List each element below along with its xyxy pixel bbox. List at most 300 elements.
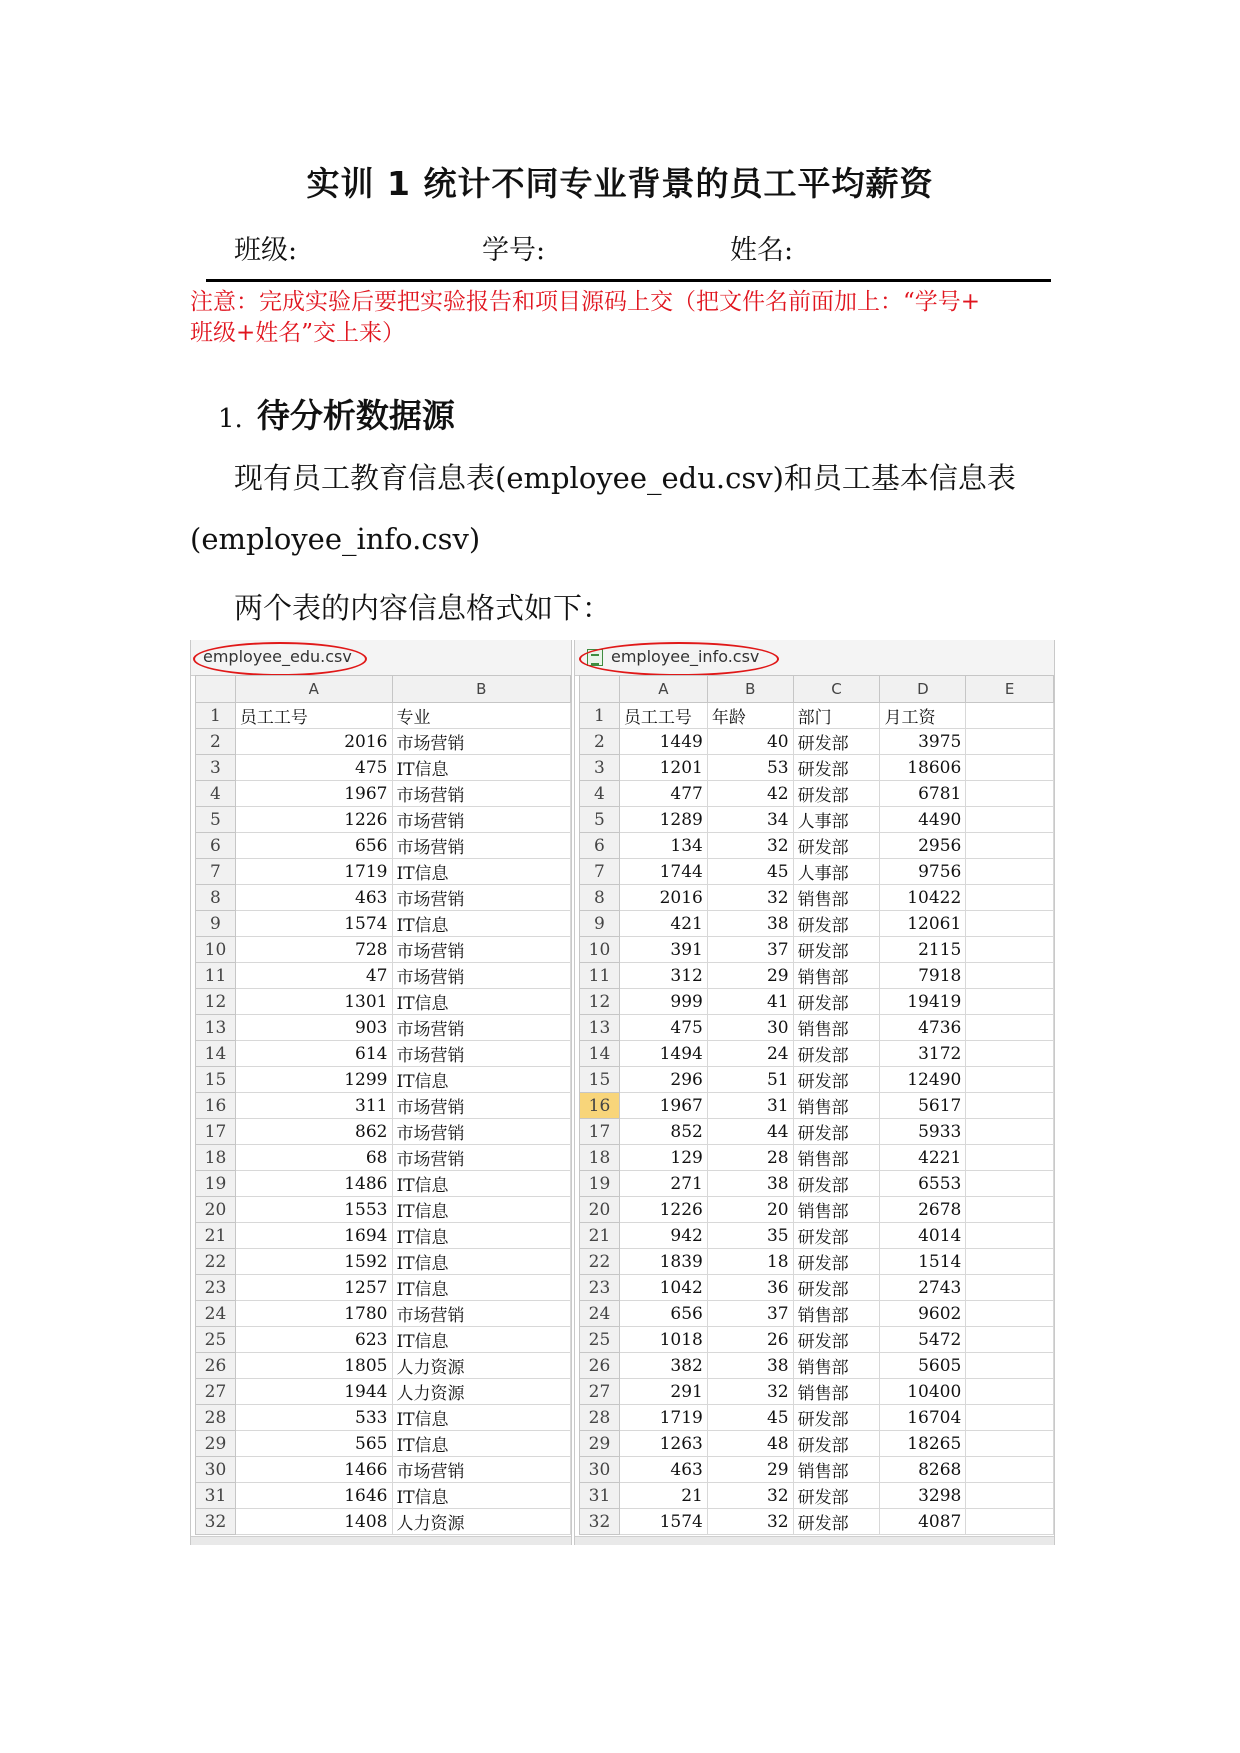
cell: 销售部 (793, 1093, 880, 1119)
cell (966, 1405, 1054, 1431)
column-header-row (580, 676, 1054, 703)
cell: 48 (707, 1431, 793, 1457)
cell: 4736 (880, 1015, 966, 1041)
table-row (196, 1301, 571, 1327)
table-row (580, 937, 1054, 963)
cell: 18 (707, 1249, 793, 1275)
cell: 475 (235, 755, 392, 781)
sheet-tab-strip (575, 1536, 1054, 1545)
row-number: 24 (196, 1301, 236, 1327)
cell: 134 (619, 833, 707, 859)
cell (966, 1223, 1054, 1249)
cell: 研发部 (793, 781, 880, 807)
table-row (580, 1509, 1054, 1535)
row-number: 20 (580, 1197, 620, 1223)
row-number: 9 (196, 911, 236, 937)
cell: 研发部 (793, 911, 880, 937)
cell: 研发部 (793, 989, 880, 1015)
table-row (196, 781, 571, 807)
cell: IT信息 (392, 859, 571, 885)
cell: 32 (707, 1483, 793, 1509)
cell (966, 1353, 1054, 1379)
cell: 311 (235, 1093, 392, 1119)
cell: 人力资源 (392, 1379, 571, 1405)
cell (966, 1093, 1054, 1119)
cell: 市场营销 (392, 781, 571, 807)
row-number: 30 (580, 1457, 620, 1483)
cell: 29 (707, 963, 793, 989)
info-sheet-screenshot (574, 640, 1055, 1545)
table-row (196, 885, 571, 911)
cell: 1944 (235, 1379, 392, 1405)
table-row (580, 1327, 1054, 1353)
cell: 2678 (880, 1197, 966, 1223)
info-filename: employee_info.csv (611, 647, 760, 666)
table-row (580, 1483, 1054, 1509)
table-row (580, 1119, 1054, 1145)
header-rule (206, 279, 1051, 282)
row-number: 32 (196, 1509, 236, 1535)
name-label: 姓名: (730, 235, 794, 266)
cell (966, 1119, 1054, 1145)
cell (966, 989, 1054, 1015)
row-number: 32 (580, 1509, 620, 1535)
cell (966, 781, 1054, 807)
row-number: 30 (196, 1457, 236, 1483)
table-row (580, 1275, 1054, 1301)
column-header-row (196, 676, 571, 703)
table-row (580, 1145, 1054, 1171)
row-number: 23 (196, 1275, 236, 1301)
cell (966, 1379, 1054, 1405)
row-number: 2 (196, 729, 236, 755)
cell: 研发部 (793, 937, 880, 963)
cell: IT信息 (392, 1249, 571, 1275)
cell: 销售部 (793, 1379, 880, 1405)
cell: 903 (235, 1015, 392, 1041)
cell: 9756 (880, 859, 966, 885)
table-row (196, 1171, 571, 1197)
cell (966, 1431, 1054, 1457)
info-file-tab (575, 640, 1054, 676)
cell: 44 (707, 1119, 793, 1145)
row-number: 2 (580, 729, 620, 755)
table-row (580, 1171, 1054, 1197)
row-number: 4 (196, 781, 236, 807)
row-number: 3 (196, 755, 236, 781)
row-number: 18 (196, 1145, 236, 1171)
notice-line-2: 班级+姓名”交上来） (190, 320, 406, 346)
table-row (580, 1197, 1054, 1223)
table-row (580, 729, 1054, 755)
row-number: 29 (196, 1431, 236, 1457)
cell: 533 (235, 1405, 392, 1431)
cell: 10422 (880, 885, 966, 911)
cell: 565 (235, 1431, 392, 1457)
cell: 1226 (235, 807, 392, 833)
cell: IT信息 (392, 1067, 571, 1093)
cell: 728 (235, 937, 392, 963)
cell: 38 (707, 1353, 793, 1379)
row-number: 20 (196, 1197, 236, 1223)
cell: 24 (707, 1041, 793, 1067)
cell: 463 (235, 885, 392, 911)
cell: 1719 (619, 1405, 707, 1431)
cell: 12490 (880, 1067, 966, 1093)
cell: 员工工号 (619, 703, 707, 729)
cell: 员工工号 (235, 703, 392, 729)
cell: 129 (619, 1145, 707, 1171)
cell: 1299 (235, 1067, 392, 1093)
cell: 6553 (880, 1171, 966, 1197)
section-heading (218, 390, 455, 437)
cell (966, 1483, 1054, 1509)
table-row (196, 1197, 571, 1223)
cell: 销售部 (793, 1457, 880, 1483)
cell: 5933 (880, 1119, 966, 1145)
cell: 291 (619, 1379, 707, 1405)
cell (966, 1015, 1054, 1041)
cell: 312 (619, 963, 707, 989)
cell: 市场营销 (392, 1145, 571, 1171)
cell: 1744 (619, 859, 707, 885)
cell: IT信息 (392, 1223, 571, 1249)
table-row (196, 937, 571, 963)
row-number: 25 (580, 1327, 620, 1353)
table-row (580, 703, 1054, 729)
row-number: 12 (580, 989, 620, 1015)
cell: 1466 (235, 1457, 392, 1483)
cell: 1408 (235, 1509, 392, 1535)
cell: 研发部 (793, 1509, 880, 1535)
row-number: 23 (580, 1275, 620, 1301)
cell: 月工资 (880, 703, 966, 729)
cell: 32 (707, 833, 793, 859)
cell: 296 (619, 1067, 707, 1093)
cell: 421 (619, 911, 707, 937)
cell: 4221 (880, 1145, 966, 1171)
cell: 市场营销 (392, 1301, 571, 1327)
row-number: 16 (580, 1093, 620, 1119)
cell: 人力资源 (392, 1509, 571, 1535)
row-number: 19 (196, 1171, 236, 1197)
sheet-tab-strip (191, 1536, 571, 1545)
cell: 销售部 (793, 885, 880, 911)
cell: 34 (707, 807, 793, 833)
cell: 部门 (793, 703, 880, 729)
cell: 年龄 (707, 703, 793, 729)
cell (966, 1197, 1054, 1223)
cell: 3298 (880, 1483, 966, 1509)
table-row (580, 1405, 1054, 1431)
cell: 7918 (880, 963, 966, 989)
cell: 销售部 (793, 1197, 880, 1223)
cell (966, 963, 1054, 989)
table-row (196, 1457, 571, 1483)
column-letter: B (707, 676, 793, 703)
table-row (196, 1119, 571, 1145)
cell: IT信息 (392, 1327, 571, 1353)
row-number: 6 (580, 833, 620, 859)
student-id-label: 学号: (482, 235, 546, 266)
row-number: 5 (580, 807, 620, 833)
cell: 21 (619, 1483, 707, 1509)
corner-cell (196, 676, 236, 703)
cell: IT信息 (392, 1197, 571, 1223)
cell: 2115 (880, 937, 966, 963)
cell: 463 (619, 1457, 707, 1483)
row-number: 5 (196, 807, 236, 833)
table-row (196, 1431, 571, 1457)
table-row (580, 911, 1054, 937)
cell: 614 (235, 1041, 392, 1067)
table-row (196, 1509, 571, 1535)
table-row (580, 1223, 1054, 1249)
row-number: 21 (196, 1223, 236, 1249)
cell: 20 (707, 1197, 793, 1223)
table-row (196, 963, 571, 989)
row-number: 10 (580, 937, 620, 963)
row-number: 29 (580, 1431, 620, 1457)
cell: IT信息 (392, 1431, 571, 1457)
table-row (196, 1041, 571, 1067)
cell: 1042 (619, 1275, 707, 1301)
info-grid (579, 675, 1054, 1535)
cell (966, 1171, 1054, 1197)
corner-cell (580, 676, 620, 703)
cell: 3172 (880, 1041, 966, 1067)
cell: 研发部 (793, 755, 880, 781)
cell: 656 (235, 833, 392, 859)
table-row (196, 911, 571, 937)
cell: 42 (707, 781, 793, 807)
row-number: 15 (196, 1067, 236, 1093)
row-number: 26 (196, 1353, 236, 1379)
cell: 1967 (619, 1093, 707, 1119)
column-letter: B (392, 676, 571, 703)
row-number: 6 (196, 833, 236, 859)
cell: 市场营销 (392, 729, 571, 755)
cell: 28 (707, 1145, 793, 1171)
section-number: 1. (218, 404, 243, 434)
row-number: 21 (580, 1223, 620, 1249)
row-number: 12 (196, 989, 236, 1015)
cell: 40 (707, 729, 793, 755)
row-number: 13 (580, 1015, 620, 1041)
table-row (196, 1067, 571, 1093)
cell: 16704 (880, 1405, 966, 1431)
cell: 10400 (880, 1379, 966, 1405)
cell: 852 (619, 1119, 707, 1145)
cell: 68 (235, 1145, 392, 1171)
cell: IT信息 (392, 911, 571, 937)
cell: 研发部 (793, 1223, 880, 1249)
cell: 1574 (235, 911, 392, 937)
cell: 市场营销 (392, 1457, 571, 1483)
cell: 销售部 (793, 1145, 880, 1171)
table-row (196, 989, 571, 1015)
cell (966, 1327, 1054, 1353)
row-number: 28 (196, 1405, 236, 1431)
cell: 35 (707, 1223, 793, 1249)
paragraph-2: 两个表的内容信息格式如下： (234, 591, 612, 625)
cell: 32 (707, 1509, 793, 1535)
cell: 19419 (880, 989, 966, 1015)
cell: 391 (619, 937, 707, 963)
cell: IT信息 (392, 1405, 571, 1431)
cell: 研发部 (793, 1067, 880, 1093)
table-row (580, 1015, 1054, 1041)
cell: 30 (707, 1015, 793, 1041)
cell: 45 (707, 1405, 793, 1431)
cell: 2743 (880, 1275, 966, 1301)
cell: 32 (707, 885, 793, 911)
cell: 市场营销 (392, 1093, 571, 1119)
cell: 1553 (235, 1197, 392, 1223)
cell: 销售部 (793, 1353, 880, 1379)
cell: 18606 (880, 755, 966, 781)
cell: 研发部 (793, 1041, 880, 1067)
cell: 1646 (235, 1483, 392, 1509)
paragraph-1-line-2: (employee_info.csv) (190, 522, 481, 556)
row-number: 13 (196, 1015, 236, 1041)
row-number: 31 (580, 1483, 620, 1509)
cell: 研发部 (793, 1327, 880, 1353)
cell: 研发部 (793, 1249, 880, 1275)
table-row (580, 1093, 1054, 1119)
cell: 1839 (619, 1249, 707, 1275)
cell: IT信息 (392, 1275, 571, 1301)
table-row (196, 1015, 571, 1041)
cell: 38 (707, 911, 793, 937)
cell: 37 (707, 1301, 793, 1327)
class-label: 班级: (234, 235, 298, 266)
table-row (580, 989, 1054, 1015)
cell (966, 833, 1054, 859)
row-number: 17 (580, 1119, 620, 1145)
cell (966, 1301, 1054, 1327)
row-number: 22 (196, 1249, 236, 1275)
row-number: 7 (580, 859, 620, 885)
cell: 51 (707, 1067, 793, 1093)
table-row (196, 1483, 571, 1509)
cell: 1574 (619, 1509, 707, 1535)
cell (966, 729, 1054, 755)
cell: IT信息 (392, 755, 571, 781)
cell: 32 (707, 1379, 793, 1405)
cell: 5472 (880, 1327, 966, 1353)
cell: 999 (619, 989, 707, 1015)
cell: 45 (707, 859, 793, 885)
table-row (580, 1249, 1054, 1275)
cell: 研发部 (793, 1119, 880, 1145)
cell: 专业 (392, 703, 571, 729)
column-letter: A (619, 676, 707, 703)
table-row (580, 1457, 1054, 1483)
cell: 47 (235, 963, 392, 989)
row-number: 22 (580, 1249, 620, 1275)
notice-line-1: 注意：完成实验后要把实验报告和项目源码上交（把文件名前面加上：“学号+ (190, 289, 981, 315)
table-row (580, 755, 1054, 781)
table-row (580, 1353, 1054, 1379)
column-letter: D (880, 676, 966, 703)
cell: 1289 (619, 807, 707, 833)
cell: 2016 (235, 729, 392, 755)
cell (966, 1249, 1054, 1275)
cell: IT信息 (392, 1483, 571, 1509)
row-number: 4 (580, 781, 620, 807)
red-circle-annotation (193, 642, 367, 676)
cell: IT信息 (392, 989, 571, 1015)
cell: 862 (235, 1119, 392, 1145)
row-number: 19 (580, 1171, 620, 1197)
cell: 53 (707, 755, 793, 781)
cell: 1018 (619, 1327, 707, 1353)
row-number: 1 (580, 703, 620, 729)
table-row (196, 1249, 571, 1275)
row-number: 14 (580, 1041, 620, 1067)
cell: 研发部 (793, 833, 880, 859)
row-number: 16 (196, 1093, 236, 1119)
cell: 29 (707, 1457, 793, 1483)
cell: 475 (619, 1015, 707, 1041)
cell: 2016 (619, 885, 707, 911)
cell: 942 (619, 1223, 707, 1249)
table-row (196, 1327, 571, 1353)
table-row (196, 1093, 571, 1119)
cell: 36 (707, 1275, 793, 1301)
edu-sheet-screenshot (190, 640, 572, 1545)
cell: 市场营销 (392, 807, 571, 833)
cell: 477 (619, 781, 707, 807)
cell: 市场营销 (392, 1015, 571, 1041)
cell: 研发部 (793, 1431, 880, 1457)
table-row (580, 1067, 1054, 1093)
cell: 26 (707, 1327, 793, 1353)
cell: 1301 (235, 989, 392, 1015)
cell: 市场营销 (392, 963, 571, 989)
table-row (196, 807, 571, 833)
cell: 1226 (619, 1197, 707, 1223)
cell: 市场营销 (392, 1041, 571, 1067)
table-row (580, 1041, 1054, 1067)
row-number: 15 (580, 1067, 620, 1093)
cell: 8268 (880, 1457, 966, 1483)
cell (966, 1067, 1054, 1093)
cell: 1494 (619, 1041, 707, 1067)
cell: 1967 (235, 781, 392, 807)
cell: 656 (619, 1301, 707, 1327)
cell (966, 1041, 1054, 1067)
table-row (196, 703, 571, 729)
cell: 销售部 (793, 963, 880, 989)
cell (966, 1457, 1054, 1483)
cell: 12061 (880, 911, 966, 937)
cell (966, 703, 1054, 729)
cell: 市场营销 (392, 833, 571, 859)
row-number: 8 (580, 885, 620, 911)
row-number: 25 (196, 1327, 236, 1353)
row-number: 11 (580, 963, 620, 989)
paragraph-1-line-1: 现有员工教育信息表(employee_edu.csv)和员工基本信息表 (234, 461, 1016, 495)
cell: 18265 (880, 1431, 966, 1457)
table-row (196, 729, 571, 755)
row-number: 28 (580, 1405, 620, 1431)
row-number: 27 (580, 1379, 620, 1405)
cell (966, 1145, 1054, 1171)
cell: 31 (707, 1093, 793, 1119)
cell: 1694 (235, 1223, 392, 1249)
